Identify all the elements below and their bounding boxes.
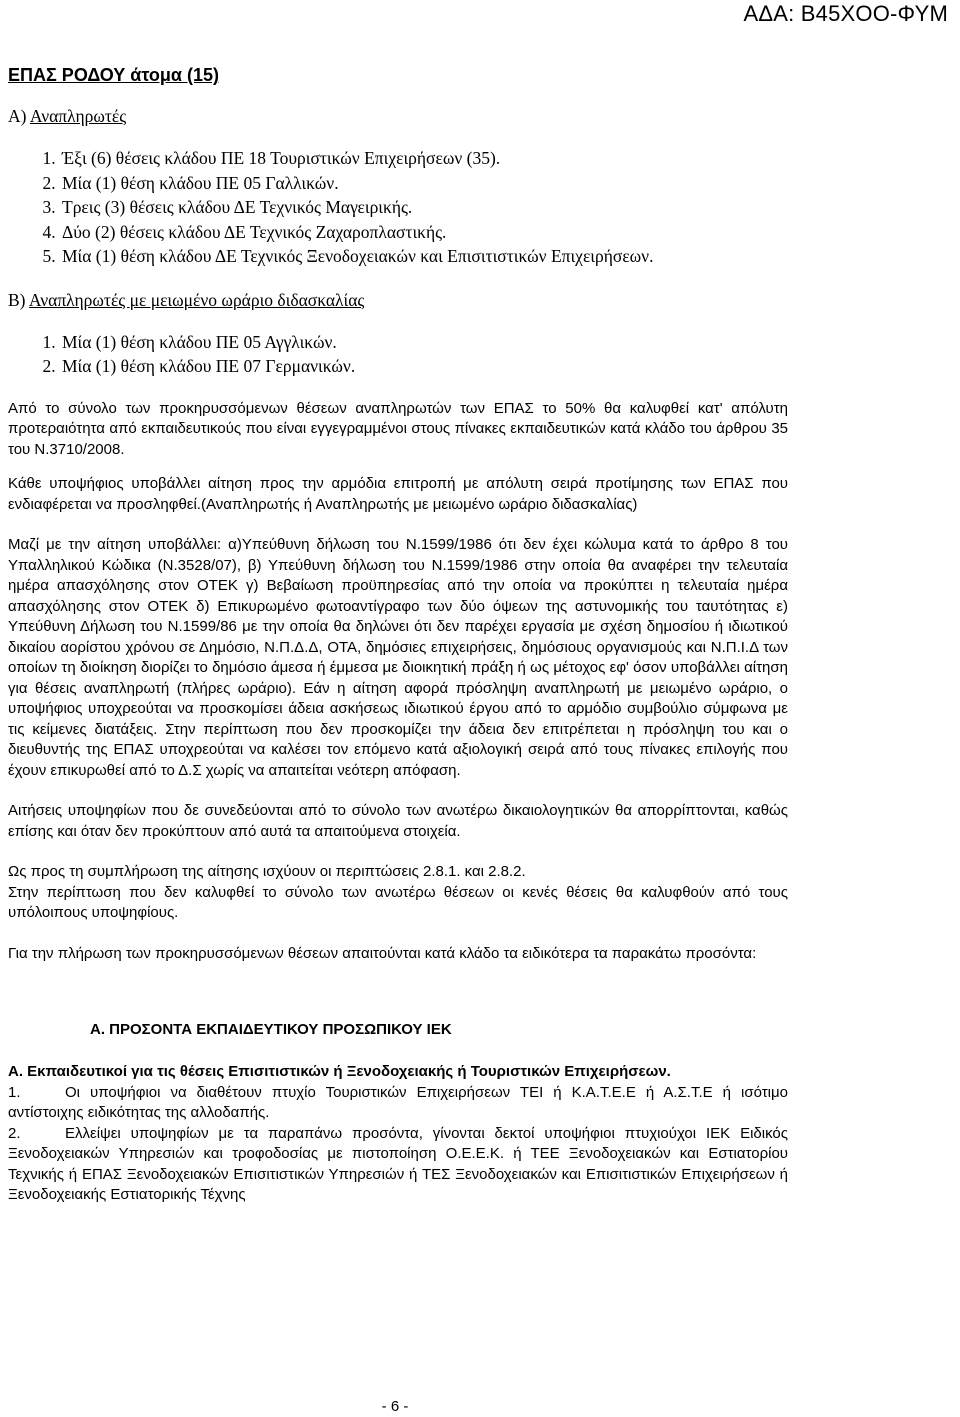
numbered-item xyxy=(8,1083,788,1124)
paragraph-cases: Ως προς τη συμπλήρωση της αίτησης ισχύουν οι περιπτώσεις 2.8.1. και 2.8.2. xyxy=(8,863,526,880)
list-item: 2. Μία (1) θέση κλάδου ΠΕ 07 Γερμανικών. xyxy=(60,354,788,379)
list-item: 1. Μία (1) θέση κλάδου ΠΕ 05 Αγγλικών. xyxy=(60,330,788,355)
section-heading: Α. ΠΡΟΣΟΝΤΑ ΕΚΠΑΙΔΕΥΤΙΚΟΥ ΠΡΟΣΩΠΙΚΟΥ ΙΕΚ xyxy=(90,1021,452,1038)
subsection-heading: Α. Εκπαιδευτικοί για τις θέσεις Επισιτιστικών ή Ξενοδοχειακής ή Τουριστικών Επιχειρήσεων. xyxy=(8,1063,671,1080)
item-number: 2. xyxy=(8,1124,21,1142)
list-item: 4. Δύο (2) θέσεις κλάδου ΔΕ Τεχνικός Ζαχαροπλαστικής. xyxy=(60,220,788,245)
paragraph-documents: Μαζί με την αίτηση υποβάλλει: α)Υπεύθυνη δήλωση του Ν.1599/1986 ότι δεν έχει κώλυμα κατά το άρθρο 8 του Υπαλληλικού Κώδικα (Ν.3528/07), β) Υπεύθυνη δήλωση του Ν.1599/1986 στην οποία θα αναφέρει την τελευταία ημέρα απασχόλησης στον ΟΤΕΚ γ) Βεβαίωση προϋπηρεσίας από την οποία να προκύπτει η τελευταία ημέρα απασχόλησης στον ΟΤΕΚ δ) Επικυρωμένο φωτοαντίγραφο των δύο όψεων της αστυνομικής του ταυτότητας ε) Υπεύθυνη Δήλωση του Ν.1599/86 με την οποία θα δηλώνει ότι δεν παρέχει εργασία με σχέση δημοσίου ή ιδιωτικού δικαίου αορίστου χρόνου σε Δημόσιο, Ν.Π.Δ.Δ, ΟΤΑ, δημόσιες επιχειρήσεις, δημόσιους οργανισμούς και Ν.Π.Ι.Δ των οποίων τη διοίκηση διορίζει το δημόσιο άμεσα ή έμμεσα με διοικητική πράξη ή ως μέτοχος εφ' όσον υποβάλλει αίτηση για θέσεις αναπληρωτή (πλήρες ωράριο). Εάν η αίτηση αφορά πρόσληψη αναπληρωτή με μειωμένο ωράριο, ο υποψήφιος υποχρεούται να προσκομίσει άδεια ασκήσεως ιδιωτικού έργου από το αρμόδιο συμβούλιο σύμφωνα με τις κείμενες διατάξεις. Στην περίπτωση που δεν προσκομίζει την άδεια δεν επιτρέπεται η πρόσληψη του και ο διευθυντής της ΕΠΑΣ υποχρεούται να καλέσει τον επόμενο κατά αξιολογική σειρά από τους πίνακες επιλογής που έχουν επικυρωθεί από το Δ.Σ χωρίς να απαιτείται νεότερη απόφαση. xyxy=(8,536,788,779)
list-item: 2. Μία (1) θέση κλάδου ΠΕ 05 Γαλλικών. xyxy=(60,171,788,196)
list-item: 5. Μία (1) θέση κλάδου ΔΕ Τεχνικός Ξενοδοχειακών και Επισιτιστικών Επιχειρήσεων. xyxy=(60,244,788,269)
group-b-heading-text: Αναπληρωτές με μειωμένο ωράριο διδασκαλίας xyxy=(28,289,365,310)
paragraph-quota: Από το σύνολο των προκηρυσσόμενων θέσεων αναπληρωτών των ΕΠΑΣ το 50% θα καλυφθεί κατ' απόλυτη προτεραιότητα από εκπαιδευτικούς που είναι εγγεγραμμένοι στους πίνακες εκπαιδευτικών κατά κλάδο του άρθρου 35 του Ν.3710/2008. xyxy=(8,399,788,458)
item-number: 1. xyxy=(8,1083,21,1101)
list-item: 1. Έξι (6) θέσεις κλάδου ΠΕ 18 Τουριστικών Επιχειρήσεων (35). xyxy=(60,146,788,171)
numbered-item xyxy=(8,1124,788,1206)
group-a-list xyxy=(8,146,788,269)
group-b-list xyxy=(8,330,788,379)
item-text: Οι υποψήφιοι να διαθέτουν πτυχίο Τουριστικών Επιχειρήσεων ΤΕΙ ή Κ.Α.Τ.Ε.Ε ή Α.Σ.Τ.Ε ή ισότιμο αντίστοιχης ειδικότητας της αλλοδαπής. xyxy=(8,1083,788,1121)
group-a-heading xyxy=(8,104,788,128)
document-page xyxy=(8,62,788,1206)
group-a-prefix: Α) xyxy=(8,106,30,126)
page-number: - 6 - xyxy=(381,1398,409,1415)
group-b-prefix: Β) xyxy=(8,289,29,310)
list-item: 3. Τρεις (3) θέσεις κλάδου ΔΕ Τεχνικός Μαγειρικής. xyxy=(60,195,788,220)
paragraph-qualifications-intro: Για την πλήρωση των προκηρυσσόμενων θέσεων απαιτούνται κατά κλάδο τα ειδικότερα τα παρακάτω προσόντα: xyxy=(8,944,757,962)
paragraph-uncovered: Στην περίπτωση που δεν καλυφθεί το σύνολο των ανωτέρω θέσεων οι κενές θέσεις θα καλυφθούν από τους υπόλοιπους υποψηφίους. xyxy=(8,883,788,921)
section-title: ΕΠΑΣ ΡΟΔΟΥ άτομα (15) xyxy=(8,65,219,85)
group-a-heading-text: Αναπληρωτές xyxy=(29,106,127,126)
ada-code: ΑΔΑ: Β45ΧΟΟ-ΦΥΜ xyxy=(743,1,948,26)
paragraph-application: Κάθε υποψήφιος υποβάλλει αίτηση προς την αρμόδια επιτροπή με απόλυτη σειρά προτίμησης των ΕΠΑΣ που ενδιαφέρεται να προσληφθεί.(Αναπληρωτής ή Αναπληρωτής με μειωμένο ωράριο διδασκαλίας) xyxy=(8,475,788,513)
paragraph-rejection: Αιτήσεις υποψηφίων που δε συνεδεύονται από το σύνολο των ανωτέρω δικαιολογητικών θα απορρίπτονται, καθώς επίσης και όταν δεν προκύπτουν από αυτά τα απαιτούμενα στοιχεία. xyxy=(8,802,788,840)
item-text: Ελλείψει υποψηφίων με τα παραπάνω προσόντα, γίνονται δεκτοί υποψήφιοι πτυχιούχοι ΙΕΚ Ειδικός Ξενοδοχειακών Υπηρεσιών και τροφοδοσίας με πιστοποίηση Ο.Ε.Ε.Κ. ή ΤΕΕ Ξενοδοχειακών και Εστιατορίου Τεχνικής ή ΕΠΑΣ Ξενοδοχειακών Επισιτιστικών Υπηρεσιών ή ΤΕΣ Ξενοδοχειακών και Επισιτιστικών Επιχειρήσεων ή Ξενοδοχειακής Εστιατορικής Τέχνης xyxy=(8,1124,788,1203)
group-b-heading xyxy=(8,288,788,312)
